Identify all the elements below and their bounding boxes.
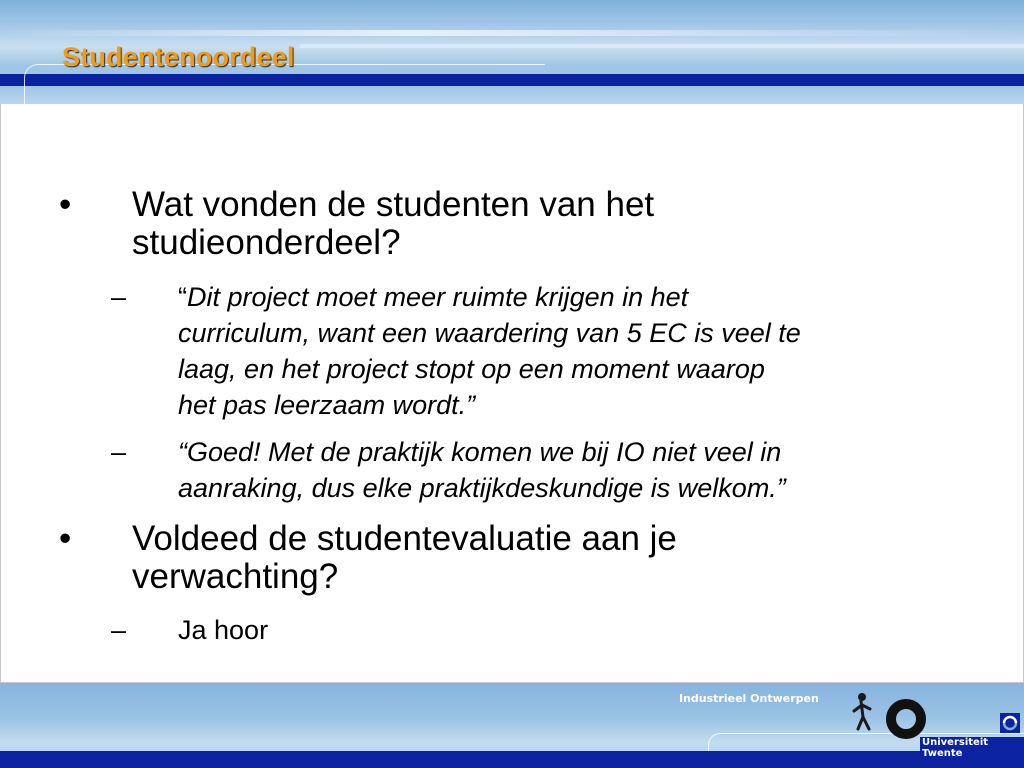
university-label: Universiteit Twente bbox=[920, 737, 1024, 759]
slide-content bbox=[0, 104, 1024, 683]
io-running-figure-logo-icon bbox=[850, 689, 930, 745]
quote-2-line: aanraking, dus elke praktijkdeskundige is welkom.” bbox=[178, 473, 786, 503]
bullet-icon: • bbox=[59, 185, 72, 224]
quote-1 bbox=[178, 279, 801, 423]
quote-1-line: het pas leerzaam wordt.” bbox=[178, 390, 476, 420]
bullet-icon: • bbox=[59, 519, 72, 558]
slide-header bbox=[0, 0, 1024, 104]
dash-icon: – bbox=[111, 615, 127, 645]
department-label: Industrieel Ontwerpen bbox=[679, 692, 819, 705]
quote-2-line: “Goed! Met de praktijk komen we bij IO niet veel in bbox=[178, 437, 782, 467]
footer-band bbox=[0, 751, 1024, 768]
question-1-line: Wat vonden de studenten van het bbox=[132, 185, 655, 224]
question-2 bbox=[132, 520, 677, 596]
dash-icon: – bbox=[111, 437, 127, 467]
question-1-line: studieonderdeel? bbox=[132, 223, 401, 262]
question-1 bbox=[132, 186, 654, 262]
dash-icon: – bbox=[111, 282, 127, 312]
slide-footer bbox=[0, 683, 1024, 768]
quote-1-line: curriculum, want een waardering van 5 EC is veel te bbox=[178, 318, 801, 348]
slide-title: Studentenoordeel bbox=[62, 42, 295, 72]
quote-2 bbox=[178, 434, 786, 506]
quote-1-line: Dit project moet meer ruimte krijgen in het bbox=[187, 282, 689, 312]
answer: Ja hoor bbox=[178, 615, 269, 645]
university-twente-logo-icon bbox=[1000, 713, 1020, 733]
quote-1-open-quote: “ bbox=[178, 282, 187, 312]
header-sky-streak bbox=[300, 44, 1024, 48]
header-sky-streak bbox=[0, 30, 1024, 36]
quote-1-line: laag, en het project stopt op een moment waarop bbox=[178, 354, 765, 384]
question-2-line: Voldeed de studentevaluatie aan je bbox=[132, 519, 677, 558]
question-2-line: verwachting? bbox=[132, 557, 339, 596]
